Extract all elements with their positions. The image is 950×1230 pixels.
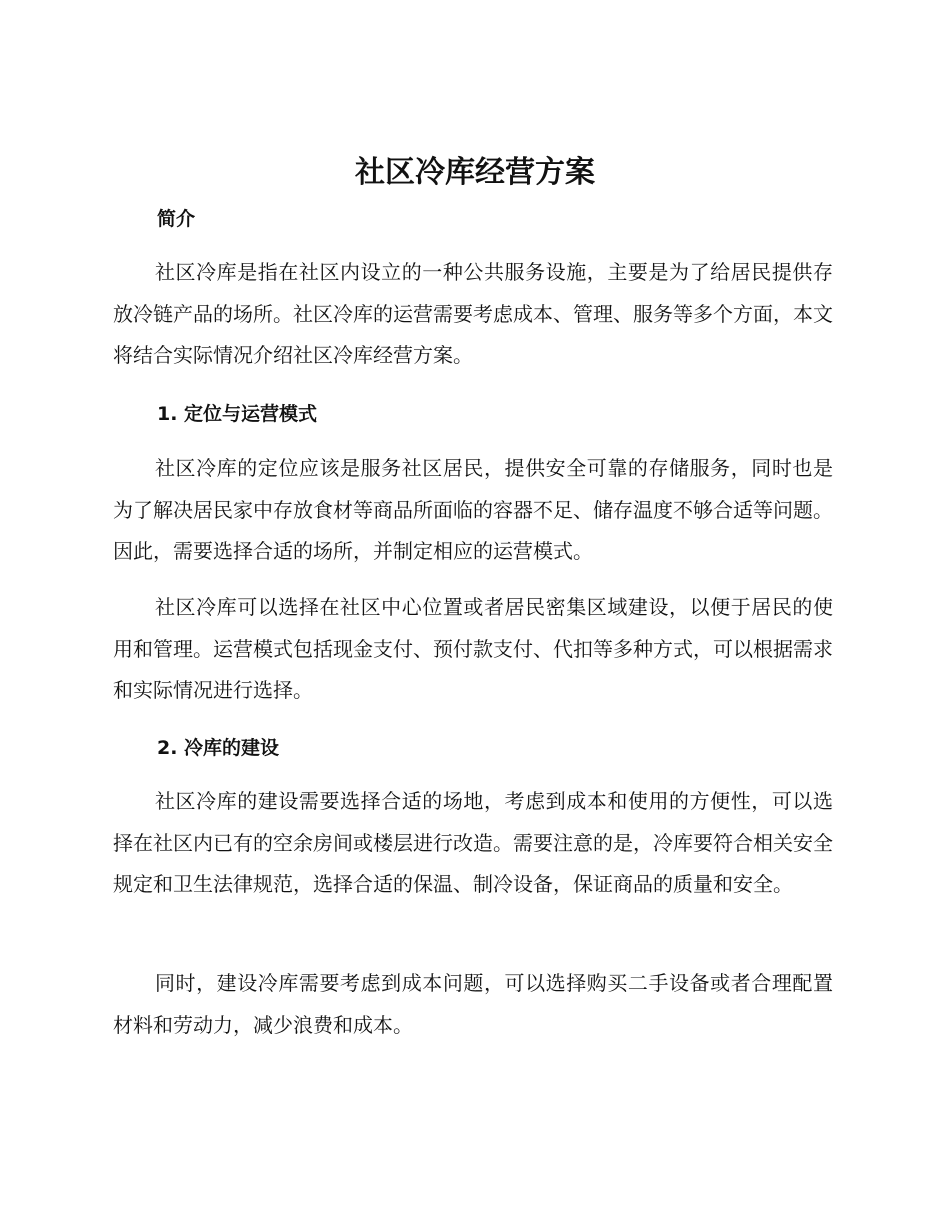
section-heading-positioning: 1. 定位与运营模式 — [157, 403, 318, 425]
paragraph-construction-2: 同时，建设冷库需要考虑到成本问题，可以选择购买二手设备或者合理配置材料和劳动力，减少浪费和成本。 — [113, 971, 833, 1037]
paragraph-positioning-2: 社区冷库可以选择在社区中心位置或者居民密集区域建设，以便于居民的使用和管理。运营模式包括现金支付、预付款支付、代扣等多种方式，可以根据需求和实际情况进行选择。 — [113, 595, 833, 702]
section-heading-intro: 简介 — [157, 208, 196, 230]
paragraph-intro: 社区冷库是指在社区内设立的一种公共服务设施，主要是为了给居民提供存放冷链产品的场所。社区冷库的运营需要考虑成本、管理、服务等多个方面，本文将结合实际情况介绍社区冷库经营方案。 — [113, 260, 833, 367]
document-title: 社区冷库经营方案 — [355, 155, 595, 190]
paragraph-positioning-1: 社区冷库的定位应该是服务社区居民，提供安全可靠的存储服务，同时也是为了解决居民家中存放食材等商品所面临的容器不足、储存温度不够合适等问题。因此，需要选择合适的场所，并制定相应的运营模式。 — [113, 456, 833, 563]
paragraph-construction-1: 社区冷库的建设需要选择合适的场地，考虑到成本和使用的方便性，可以选择在社区内已有的空余房间或楼层进行改造。需要注意的是，冷库要符合相关安全规定和卫生法律规范，选择合适的保温、制冷设备，保证商品的质量和安全。 — [113, 789, 833, 896]
section-heading-construction: 2. 冷库的建设 — [157, 737, 280, 759]
